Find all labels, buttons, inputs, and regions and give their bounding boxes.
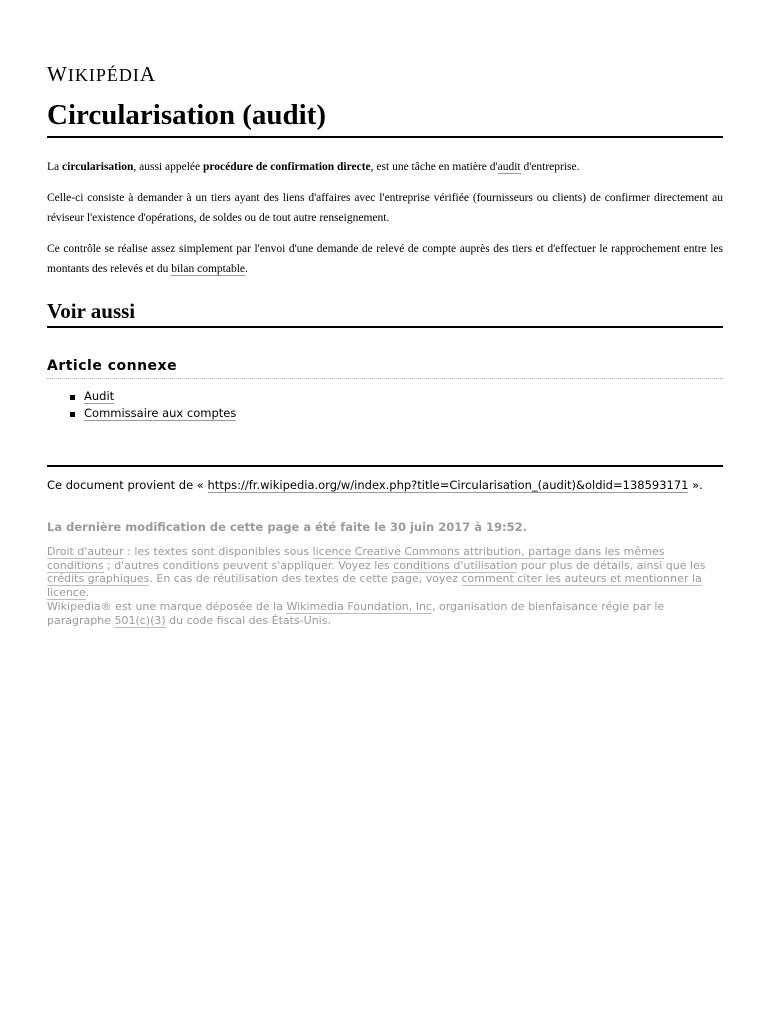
logo-letters-middle: IKIPÉDI: [67, 65, 140, 85]
license-paragraph: Droit d'auteur : les textes sont disponibles sous licence Creative Commons attribution, partage dans les mêmes conditions ; d'autres conditions peuvent s'appliquer. Voyez les conditions d'utilisation pour plus de détails, ainsi que les crédits graphiques. En cas de réutilisation des textes de cette page, voyez comment citer les auteurs et mentionner la licence.: [47, 545, 706, 600]
page-title: Circularisation (audit): [47, 97, 723, 138]
bullet-icon: [70, 412, 75, 417]
source-line: Ce document provient de « https://fr.wikipedia.org/w/index.php?title=Circularisation_(audit)&oldid=138593171 ».: [47, 478, 703, 492]
legal-notice: [47, 545, 723, 627]
link-image-credits[interactable]: crédits graphiques: [47, 572, 150, 586]
link-bilan-comptable[interactable]: bilan comptable: [171, 263, 246, 275]
link-wikimedia-foundation[interactable]: Wikimedia Foundation, Inc: [286, 599, 432, 613]
bullet-icon: [70, 395, 75, 400]
section-heading-voir-aussi: Voir aussi: [47, 297, 723, 328]
link-commissaire-aux-comptes[interactable]: Commissaire aux comptes: [84, 406, 237, 420]
term-procedure: procédure de confirmation directe: [202, 161, 371, 173]
link-terms-of-use[interactable]: conditions d'utilisation: [393, 558, 518, 572]
list-item: [47, 388, 236, 405]
related-articles-list: [47, 388, 236, 422]
trademark-paragraph: Wikipedia® est une marque déposée de la Wikimedia Foundation, Inc, organisation de bienfaisance régie par le paragraphe 501(c)(3) du code fiscal des États-Unis.: [47, 599, 665, 627]
link-501c3[interactable]: 501(c)(3): [114, 613, 166, 627]
paragraph-control: Ce contrôle se réalise assez simplement par l'envoi d'une demande de relevé de compte auprès des tiers et d'effectuer le rapprochement entre les montants des relevés et du bilan comptable.: [47, 243, 723, 275]
logo-letter-a: A: [139, 62, 156, 86]
wikipedia-logo[interactable]: [47, 62, 156, 87]
last-modified-notice: La dernière modification de cette page a été faite le 30 juin 2017 à 19:52.: [47, 520, 527, 534]
source-url-link[interactable]: https://fr.wikipedia.org/w/index.php?title=Circularisation_(audit)&oldid=138593171: [207, 478, 689, 492]
logo-letter-w: W: [47, 62, 68, 86]
footer-divider: [47, 465, 723, 467]
link-license-cc[interactable]: licence Creative Commons attribution, partage dans les mêmes conditions: [47, 545, 665, 572]
link-droit-auteur[interactable]: Droit d'auteur: [47, 545, 124, 558]
list-item: [47, 405, 236, 422]
paragraph-definition: Celle-ci consiste à demander à un tiers ayant des liens d'affaires avec l'entreprise vérifiée (fournisseurs ou clients) de confirmer directement au réviseur l'existence d'opérations, de soldes ou de tout autre renseignement.: [47, 192, 723, 224]
link-audit[interactable]: audit: [497, 161, 521, 173]
subsection-heading-article-connexe: Article connexe: [47, 356, 723, 379]
article-body: [47, 157, 723, 290]
term-circularisation: circularisation: [62, 161, 134, 173]
link-audit-related[interactable]: Audit: [84, 389, 115, 403]
paragraph-intro: La circularisation, aussi appelée procédure de confirmation directe, est une tâche en matière d'audit d'entreprise.: [47, 161, 580, 173]
link-cite-authors[interactable]: comment citer les auteurs et mentionner la licence: [47, 572, 702, 600]
